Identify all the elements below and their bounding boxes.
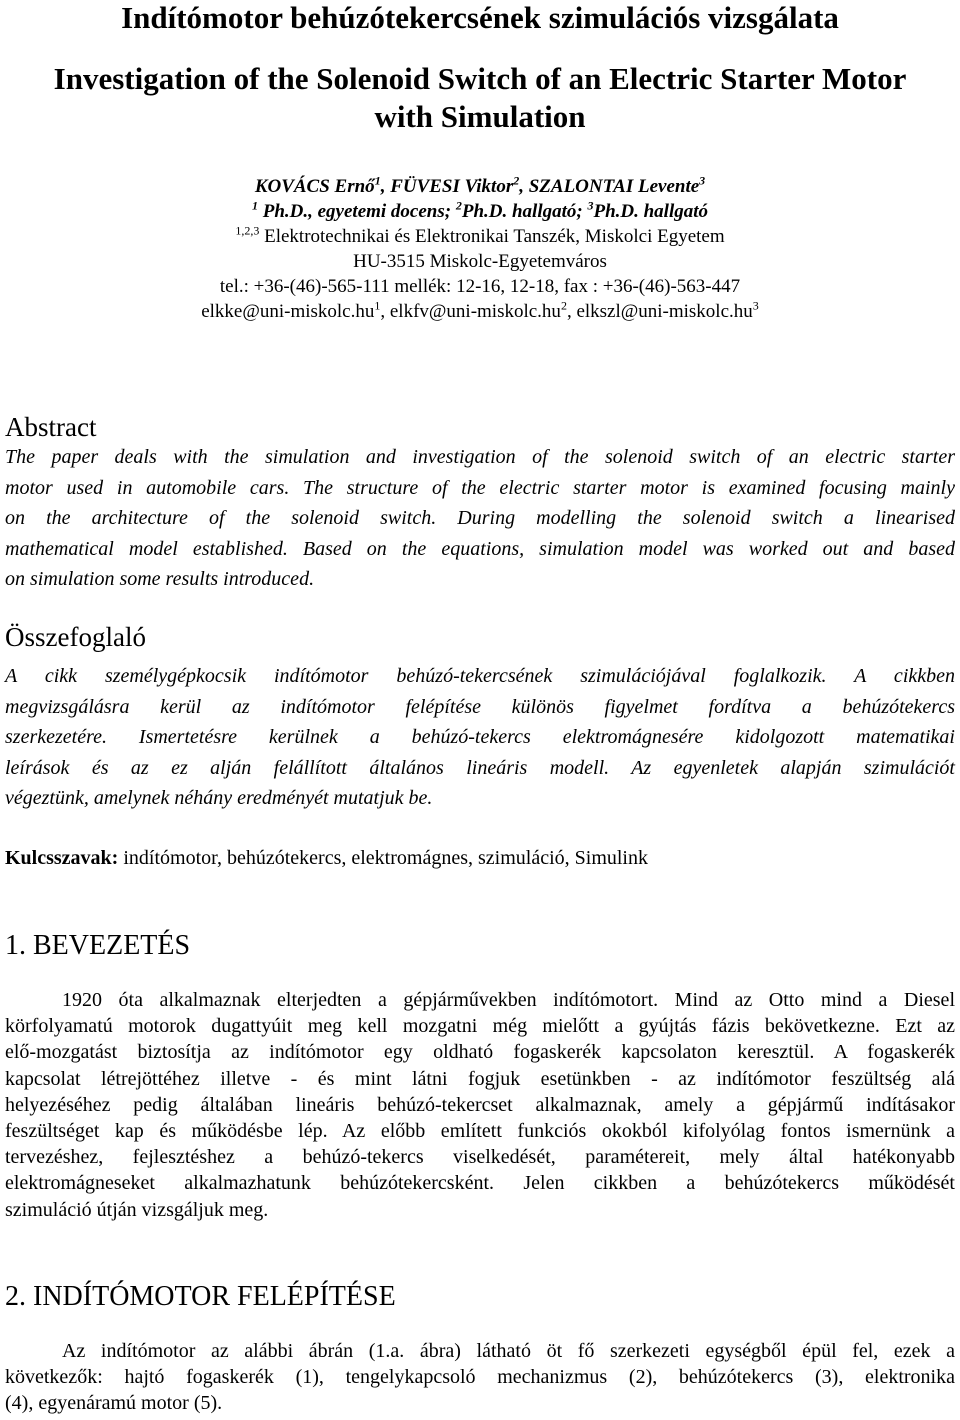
introduction-line: feszültséget kap és működésbe lép. Az előbb említett funkciós okokból kifolyólag fontos ismernünk a [5,1120,955,1143]
structure-text [5,1338,955,1417]
title-english-line: Investigation of the Solenoid Switch of an Electric Starter Motor [53,61,907,96]
abstract-line: on the architecture of the solenoid switch. During modelling the solenoid switch a linearised [5,507,955,529]
keywords-text: indítómotor, behúzótekercs, elektromágnes, szimuláció, Simulink [118,847,648,869]
introduction-line: tervezéshez, fejlesztéshez a behúzó-tekercs viselkedését, paramétereit, mely által hatékonyabb [5,1146,955,1169]
abstract-heading: Abstract [5,412,97,442]
introduction-line: helyezéséhez pedig általában lineáris behúzó-tekercset alkalmaznak, amely a gépjármű indításakor [5,1093,955,1116]
introduction-line: körfolyamatú motorok dugattyúit meg kell mozgatni még mielőtt a gyújtás fázis bekövetkezne. Ezt az [5,1015,955,1038]
structure-line: következők: hajtó fogaskerék (1), tengelykapcsoló mechanizmus (2), behúzótekercs (3), elektronika [5,1366,955,1389]
author-address: HU-3515 Miskolc-Egyetemváros [353,251,607,272]
summary-text [5,661,955,814]
author-affiliation: $^{1,2,3}$ Elektrotechnikai és Elektronikai Tanszék, Miskolci Egyetem [235,223,725,247]
summary-line: szerkezetére. Ismertetésre kerülnek a behúzó-tekercs elektromágnesére kidolgozott matematikai [5,726,955,748]
abstract-line: The paper deals with the simulation and investigation of the solenoid switch of an electric starter [5,446,955,468]
author-names: KOVÁCS Ernő$^1$, FÜVESI Viktor$^2$, SZALONTAI Levente$^3$ [254,173,706,197]
introduction-line: szimuláció útján vizsgáljuk meg. [5,1198,269,1221]
introduction-line: kapcsolat létrejöttéhez illetve - és mint látni fogjuk esetünkben - az indítómotor feszültség alá [5,1067,955,1090]
introduction-line: elő-mozgatást biztosítja az indítómotor egy oldható fogaskerék kapcsolaton keresztül. A fogaskerék [5,1041,955,1064]
title-english [0,60,960,136]
abstract-text [5,442,955,595]
author-block [0,174,960,324]
introduction-text [5,987,955,1223]
introduction-line: elektromágneseket alkalmazhatunk behúzótekercsként. Jelen cikkben a behúzótekercs működését [5,1172,955,1195]
summary-line: végeztünk, amelynek néhány eredményét mutatjuk be. [5,787,433,809]
title-hungarian: Indítómotor behúzótekercsének szimulációs vizsgálata [121,0,839,35]
title-english-line: with Simulation [374,99,586,134]
section-heading-introduction: 1. BEVEZETÉS [5,930,191,961]
abstract-line: on simulation some results introduced. [5,568,315,590]
summary-heading: Összefoglaló [5,622,146,652]
structure-line: Az indítómotor az alábbi ábrán (1.a. ábra) látható öt fő szerkezeti egységből épül fel, ezek a [62,1340,955,1362]
section-heading-structure: 2. INDÍTÓMOTOR FELÉPÍTÉSE [5,1281,396,1312]
introduction-line: 1920 óta alkalmaznak elterjedten a gépjárművekben indítómotort. Mind az Otto mind a Diesel [62,989,955,1011]
keywords [5,845,648,871]
summary-line: A cikk személygépkocsik indítómotor behúzó-tekercsének szimulációjával foglalkozik. A cikkben [5,665,955,687]
author-emails: $elkke@uni-miskolc.hu^1$, $elkfv@uni-miskolc.hu^2$, $elkszl@uni-miskolc.hu^3$ [201,298,759,322]
structure-line: (4), egyenáramú motor (5). [5,1392,223,1415]
author-phone: tel.: +36-(46)-565-111 mellék: 12-16, 12-18, fax : +36-(46)-563-447 [219,276,741,297]
summary-line: megvizsgálásra kerül az indítómotor felépítése különös figyelmet fordítva a behúzótekercs [5,695,955,718]
author-roles: $^1$ Ph.D., egyetemi docens; $^2$Ph.D. hallgató; $^3$Ph.D. hallgató [251,198,709,222]
summary-line: leírások és az ez alján felállított általános lineáris modell. Az egyenletek alapján szimulációt [5,756,955,779]
abstract-line: mathematical model established. Based on the equations, simulation model was worked out and based [5,537,955,560]
keywords-label: Kulcsszavak: [5,847,119,869]
abstract-line: motor used in automobile cars. The structure of the electric starter motor is examined focusing mainly [5,476,955,499]
